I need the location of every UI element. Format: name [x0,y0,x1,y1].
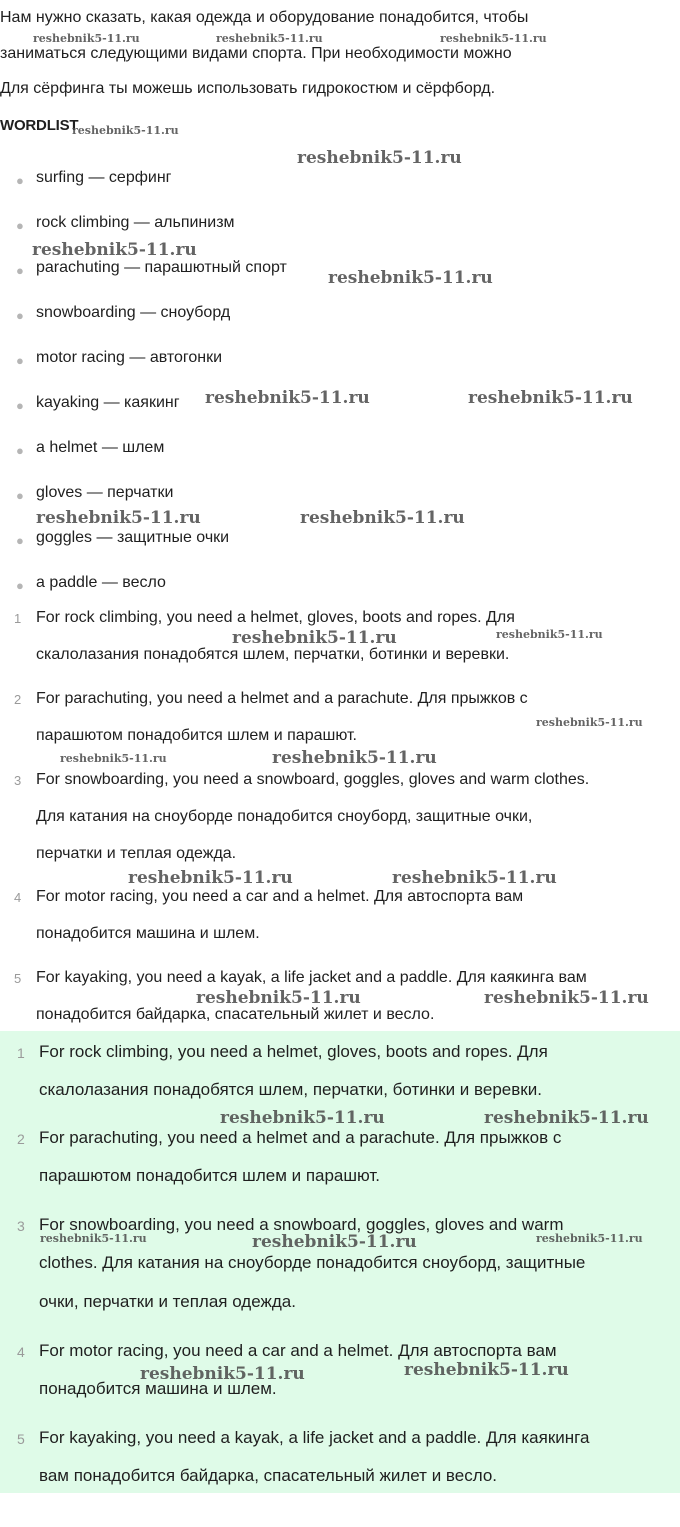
list-item: ● gloves — перчатки [16,484,174,503]
watermark: reshebnik5-11.ru [484,1108,649,1128]
watermark: reshebnik5-11.ru [128,868,293,888]
bullet-icon: ● [16,443,24,458]
list-item: ● goggles — защитные очки [16,529,230,548]
list-item: ● kayaking — каякинг [16,394,180,413]
bullet-icon: ● [16,173,24,188]
list-item: ● a paddle — весло [16,574,166,593]
watermark: reshebnik5-11.ru [60,752,167,765]
watermark: reshebnik5-11.ru [32,240,197,260]
watermark: reshebnik5-11.ru [300,508,465,528]
watermark: reshebnik5-11.ru [496,628,603,641]
watermark: reshebnik5-11.ru [468,388,633,408]
watermark: reshebnik5-11.ru [536,1232,643,1245]
list-item: ● snowboarding — сноуборд [16,304,231,323]
list-item: ● motor racing — автогонки [16,349,223,368]
watermark: reshebnik5-11.ru [252,1232,417,1252]
watermark: reshebnik5-11.ru [404,1360,569,1380]
intro-line-3: Для сёрфинга ты можешь использовать гидрокостюм и сёрфборд. [0,80,496,97]
intro-line-1: Нам нужно сказать, какая одежда и оборудование понадобится, чтобы [0,9,529,26]
watermark: reshebnik5-11.ru [216,32,323,45]
answer-block: 1 For rock climbing, you need a helmet, gloves, boots and ropes. Для скалолазания понадобятся шлем, перчатки, ботинки и веревки. 2 For parachuting, you need a helmet and a parachute. Для прыжков с парашютом понадобится шлем и парашют. 3 For snowboarding, you need a snowboard, goggles, gloves and warm clothes. Для катания на сноуборде понадобится сноуборд, защитные очки, перчатки и теплая одежда. 4 For motor racing, you need a car and a helmet. Для автоспорта вам понадобится машина и шлем. 5 For kayaking, you need a kayak, a life jacket and a paddle. Для каякинга вам понадобится байдарка, спасательный жилет и весло. [0,1031,680,1493]
bullet-icon: ● [16,398,24,413]
bullet-icon: ● [16,533,24,548]
item-number: 4 [17,1344,25,1360]
list-item: ● surfing — серфинг [16,169,172,188]
bullet-icon: ● [16,353,24,368]
list-item: ● a helmet — шлем [16,439,165,458]
watermark: reshebnik5-11.ru [140,1364,305,1384]
item-number: 5 [17,1431,25,1447]
watermark: reshebnik5-11.ru [328,268,493,288]
item-number: 2 [17,1131,25,1147]
item-number: 2 [14,692,22,707]
watermark: reshebnik5-11.ru [272,748,437,768]
watermark: reshebnik5-11.ru [72,124,179,137]
watermark: reshebnik5-11.ru [205,388,370,408]
watermark: reshebnik5-11.ru [440,32,547,45]
watermark: reshebnik5-11.ru [232,628,397,648]
item-number: 3 [17,1218,25,1234]
item-number: 4 [14,890,22,905]
bullet-icon: ● [16,578,24,593]
watermark: reshebnik5-11.ru [220,1108,385,1128]
watermark: reshebnik5-11.ru [392,868,557,888]
watermark: reshebnik5-11.ru [484,988,649,1008]
item-number: 3 [14,773,22,788]
intro-line-2: заниматься следующими видами спорта. При необходимости можно [0,45,512,62]
watermark: reshebnik5-11.ru [297,148,462,168]
bullet-icon: ● [16,308,24,323]
item-number: 1 [14,611,22,626]
list-item: ● rock climbing — альпинизм [16,214,235,233]
wordlist-title: WORDLIST [0,117,79,134]
item-number: 5 [14,971,22,986]
watermark: reshebnik5-11.ru [33,32,140,45]
watermark: reshebnik5-11.ru [196,988,361,1008]
watermark: reshebnik5-11.ru [536,716,643,729]
watermark: reshebnik5-11.ru [40,1232,147,1245]
bullet-icon: ● [16,218,24,233]
watermark: reshebnik5-11.ru [36,508,201,528]
item-number: 1 [17,1045,25,1061]
bullet-icon: ● [16,488,24,503]
bullet-icon: ● [16,263,24,278]
list-item: ● parachuting — парашютный спорт [16,259,287,278]
